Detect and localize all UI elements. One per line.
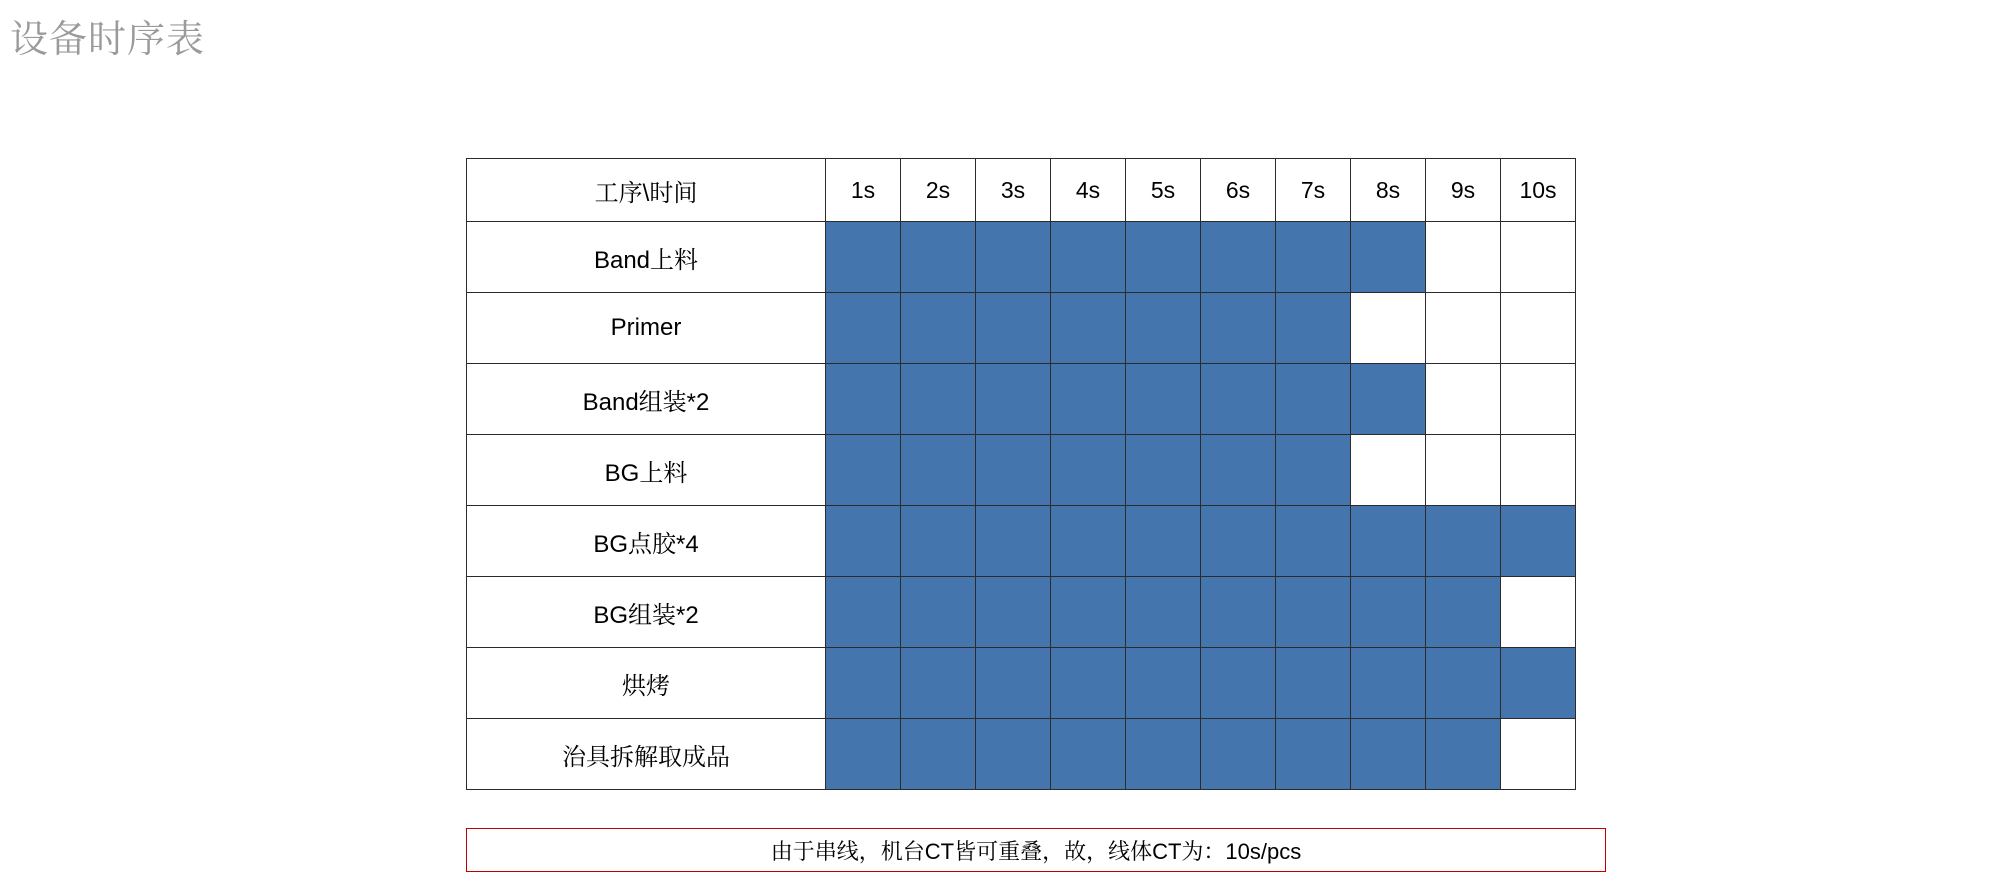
gantt-cell <box>1051 435 1126 506</box>
gantt-cell <box>1351 435 1426 506</box>
gantt-cell <box>826 648 901 719</box>
gantt-cell <box>1126 293 1201 364</box>
gantt-cell <box>1351 577 1426 648</box>
table-row <box>467 435 1576 506</box>
gantt-cell <box>1276 222 1351 293</box>
gantt-cell <box>826 293 901 364</box>
gantt-cell <box>1351 364 1426 435</box>
gantt-cell <box>901 577 976 648</box>
gantt-cell <box>1501 577 1576 648</box>
gantt-cell <box>1051 222 1126 293</box>
gantt-cell <box>1426 435 1501 506</box>
gantt-cell <box>1201 293 1276 364</box>
gantt-cell <box>1501 648 1576 719</box>
process-label: Band组装*2 <box>467 364 826 435</box>
gantt-cell <box>1126 648 1201 719</box>
gantt-cell <box>1276 435 1351 506</box>
gantt-cell <box>901 222 976 293</box>
gantt-cell <box>1501 435 1576 506</box>
gantt-cell <box>1501 364 1576 435</box>
gantt-cell <box>1426 719 1501 790</box>
process-label: BG组装*2 <box>467 577 826 648</box>
gantt-cell <box>1201 506 1276 577</box>
gantt-cell <box>1501 293 1576 364</box>
gantt-cell <box>976 506 1051 577</box>
gantt-cell <box>1276 506 1351 577</box>
gantt-cell <box>1126 435 1201 506</box>
gantt-cell <box>1276 719 1351 790</box>
gantt-cell <box>1201 577 1276 648</box>
gantt-cell <box>826 506 901 577</box>
gantt-cell <box>901 364 976 435</box>
gantt-cell <box>1276 293 1351 364</box>
table-row <box>467 222 1576 293</box>
gantt-cell <box>1201 364 1276 435</box>
gantt-cell <box>1351 506 1426 577</box>
gantt-cell <box>976 293 1051 364</box>
gantt-cell <box>1201 222 1276 293</box>
gantt-cell <box>826 364 901 435</box>
time-header-2s: 2s <box>901 159 976 222</box>
gantt-cell <box>1051 719 1126 790</box>
gantt-cell <box>1126 506 1201 577</box>
process-label: BG点胶*4 <box>467 506 826 577</box>
gantt-cell <box>1126 364 1201 435</box>
gantt-cell <box>976 648 1051 719</box>
gantt-table <box>466 158 1576 790</box>
gantt-cell <box>1426 364 1501 435</box>
gantt-body <box>467 222 1576 790</box>
gantt-cell <box>1426 222 1501 293</box>
process-label: Primer <box>467 293 826 364</box>
gantt-cell <box>1201 719 1276 790</box>
gantt-cell <box>1276 364 1351 435</box>
gantt-cell <box>1351 719 1426 790</box>
gantt-cell <box>976 364 1051 435</box>
gantt-cell <box>1426 648 1501 719</box>
gantt-cell <box>1501 719 1576 790</box>
table-row <box>467 648 1576 719</box>
gantt-cell <box>901 719 976 790</box>
gantt-cell <box>1351 293 1426 364</box>
time-header-9s: 9s <box>1426 159 1501 222</box>
page-title: 设备时序表 <box>10 19 206 61</box>
gantt-cell <box>1201 648 1276 719</box>
time-header-1s: 1s <box>826 159 901 222</box>
time-header-10s: 10s <box>1501 159 1576 222</box>
gantt-cell <box>1276 648 1351 719</box>
gantt-cell <box>1051 293 1126 364</box>
gantt-cell <box>976 719 1051 790</box>
gantt-cell <box>826 719 901 790</box>
time-header-3s: 3s <box>976 159 1051 222</box>
table-row <box>467 293 1576 364</box>
gantt-cell <box>1126 719 1201 790</box>
time-header-4s: 4s <box>1051 159 1126 222</box>
table-header-row <box>467 159 1576 222</box>
process-label: 烘烤 <box>467 648 826 719</box>
gantt-cell <box>976 435 1051 506</box>
time-header-5s: 5s <box>1126 159 1201 222</box>
gantt-cell <box>1351 222 1426 293</box>
gantt-cell <box>1051 364 1126 435</box>
gantt-cell <box>1276 577 1351 648</box>
gantt-cell <box>901 648 976 719</box>
time-header-7s: 7s <box>1276 159 1351 222</box>
gantt-cell <box>976 222 1051 293</box>
gantt-cell <box>826 435 901 506</box>
gantt-cell <box>1051 506 1126 577</box>
gantt-cell <box>1351 648 1426 719</box>
gantt-cell <box>1051 577 1126 648</box>
corner-header-cell: 工序\时间 <box>467 159 826 222</box>
process-label: BG上料 <box>467 435 826 506</box>
table-row <box>467 364 1576 435</box>
process-label: Band上料 <box>467 222 826 293</box>
note-text: 由于串线，机台CT皆可重叠，故，线体CT为：10s/pcs <box>770 838 1302 864</box>
gantt-cell <box>1051 648 1126 719</box>
gantt-cell <box>901 435 976 506</box>
gantt-cell <box>1426 577 1501 648</box>
table-row <box>467 506 1576 577</box>
process-label: 治具拆解取成品 <box>467 719 826 790</box>
gantt-cell <box>1501 222 1576 293</box>
gantt-cell <box>976 577 1051 648</box>
gantt-cell <box>1501 506 1576 577</box>
gantt-cell <box>901 506 976 577</box>
gantt-cell <box>1126 222 1201 293</box>
time-header-8s: 8s <box>1351 159 1426 222</box>
gantt-cell <box>1126 577 1201 648</box>
time-header-6s: 6s <box>1201 159 1276 222</box>
gantt-cell <box>1201 435 1276 506</box>
gantt-cell <box>826 222 901 293</box>
gantt-cell <box>901 293 976 364</box>
gantt-cell <box>1426 293 1501 364</box>
gantt-cell <box>826 577 901 648</box>
table-row <box>467 719 1576 790</box>
equipment-timing-chart <box>466 158 1576 790</box>
table-row <box>467 577 1576 648</box>
gantt-cell <box>1426 506 1501 577</box>
note-callout <box>466 828 1606 872</box>
